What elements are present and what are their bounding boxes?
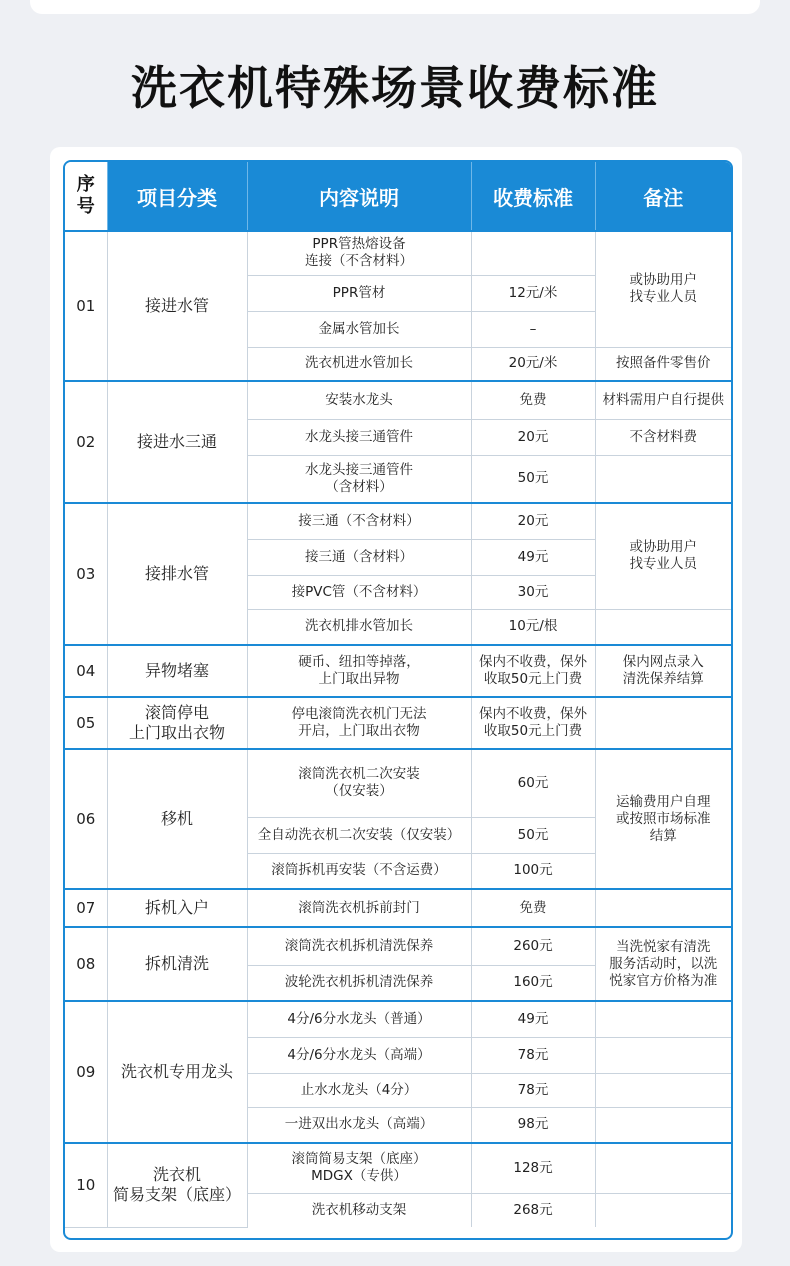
fee-cell: 78元 bbox=[471, 1037, 595, 1073]
content-cell: 4分/6分水龙头（高端） bbox=[247, 1037, 471, 1073]
fee-cell: 保内不收费，保外 收取50元上门费 bbox=[471, 697, 595, 749]
note-cell bbox=[595, 1037, 731, 1073]
fee-cell: 免费 bbox=[471, 889, 595, 927]
fee-cell: 保内不收费，保外 收取50元上门费 bbox=[471, 645, 595, 697]
note-cell bbox=[595, 1143, 731, 1193]
note-cell: 运输费用户自理 或按照市场标准 结算 bbox=[595, 749, 731, 889]
note-cell: 不含材料费 bbox=[595, 419, 731, 455]
content-cell: 4分/6分水龙头（普通） bbox=[247, 1001, 471, 1037]
note-cell: 保内网点录入 清洗保养结算 bbox=[595, 645, 731, 697]
fee-cell: 98元 bbox=[471, 1107, 595, 1143]
content-cell: PPR管热熔设备 连接（不含材料） bbox=[247, 231, 471, 275]
note-cell bbox=[595, 1193, 731, 1227]
content-cell: 水龙头接三通管件 bbox=[247, 419, 471, 455]
header-category: 项目分类 bbox=[107, 162, 247, 231]
table-row bbox=[65, 927, 731, 965]
category-cell: 拆机入户 bbox=[107, 889, 247, 927]
header-note: 备注 bbox=[595, 162, 731, 231]
content-cell: 洗衣机排水管加长 bbox=[247, 609, 471, 645]
content-cell: 停电滚筒洗衣机门无法 开启，上门取出衣物 bbox=[247, 697, 471, 749]
content-cell: 滚筒简易支架（底座） MDGX（专供） bbox=[247, 1143, 471, 1193]
fee-cell: 20元 bbox=[471, 503, 595, 539]
fee-cell bbox=[471, 231, 595, 275]
fee-cell: 268元 bbox=[471, 1193, 595, 1227]
fee-cell: 260元 bbox=[471, 927, 595, 965]
fee-cell: 100元 bbox=[471, 853, 595, 889]
note-cell: 材料需用户自行提供 bbox=[595, 381, 731, 419]
fee-cell: 78元 bbox=[471, 1073, 595, 1107]
fee-cell: 10元/根 bbox=[471, 609, 595, 645]
table-row bbox=[65, 1001, 731, 1037]
category-cell: 滚筒停电 上门取出衣物 bbox=[107, 697, 247, 749]
fee-cell: 49元 bbox=[471, 1001, 595, 1037]
row-number: 02 bbox=[65, 381, 107, 503]
table-row bbox=[65, 749, 731, 817]
table-row bbox=[65, 503, 731, 539]
note-cell bbox=[595, 1073, 731, 1107]
content-cell: 止水水龙头（4分） bbox=[247, 1073, 471, 1107]
page-title: 洗衣机特殊场景收费标准 bbox=[131, 61, 659, 115]
table-header-row bbox=[65, 162, 731, 231]
content-cell: 接PVC管（不含材料） bbox=[247, 575, 471, 609]
fee-cell: 60元 bbox=[471, 749, 595, 817]
content-cell: 洗衣机进水管加长 bbox=[247, 347, 471, 381]
content-cell: 滚筒拆机再安装（不含运费） bbox=[247, 853, 471, 889]
header-seq: 序 号 bbox=[65, 162, 107, 231]
content-cell: 滚筒洗衣机拆机清洗保养 bbox=[247, 927, 471, 965]
category-cell: 接进水管 bbox=[107, 231, 247, 381]
content-cell: 全自动洗衣机二次安装（仅安装） bbox=[247, 817, 471, 853]
fee-cell: – bbox=[471, 311, 595, 347]
fee-cell: 20元 bbox=[471, 419, 595, 455]
note-cell bbox=[595, 1001, 731, 1037]
fee-cell: 49元 bbox=[471, 539, 595, 575]
row-number: 07 bbox=[65, 889, 107, 927]
fee-cell: 160元 bbox=[471, 965, 595, 1001]
header-content: 内容说明 bbox=[247, 162, 471, 231]
fee-cell: 免费 bbox=[471, 381, 595, 419]
fee-table-container bbox=[63, 160, 733, 1240]
content-cell: 硬币、纽扣等掉落， 上门取出异物 bbox=[247, 645, 471, 697]
content-cell: 滚筒洗衣机二次安装 （仅安装） bbox=[247, 749, 471, 817]
table-row bbox=[65, 231, 731, 275]
content-cell: 一进双出水龙头（高端） bbox=[247, 1107, 471, 1143]
category-cell: 异物堵塞 bbox=[107, 645, 247, 697]
note-cell bbox=[595, 609, 731, 645]
note-cell bbox=[595, 1107, 731, 1143]
content-cell: 水龙头接三通管件 （含材料） bbox=[247, 455, 471, 503]
fee-cell: 50元 bbox=[471, 817, 595, 853]
row-number: 10 bbox=[65, 1143, 107, 1227]
content-cell: 波轮洗衣机拆机清洗保养 bbox=[247, 965, 471, 1001]
content-cell: 接三通（不含材料） bbox=[247, 503, 471, 539]
row-number: 09 bbox=[65, 1001, 107, 1143]
table-row bbox=[65, 381, 731, 419]
row-number: 04 bbox=[65, 645, 107, 697]
content-cell: 洗衣机移动支架 bbox=[247, 1193, 471, 1227]
note-cell: 按照备件零售价 bbox=[595, 347, 731, 381]
category-cell: 移机 bbox=[107, 749, 247, 889]
content-cell: 滚筒洗衣机拆前封门 bbox=[247, 889, 471, 927]
table-row bbox=[65, 1143, 731, 1193]
table-row bbox=[65, 697, 731, 749]
row-number: 06 bbox=[65, 749, 107, 889]
fee-table bbox=[65, 162, 731, 1228]
fee-cell: 128元 bbox=[471, 1143, 595, 1193]
fee-cell: 20元/米 bbox=[471, 347, 595, 381]
header-fee: 收费标准 bbox=[471, 162, 595, 231]
table-body bbox=[65, 231, 731, 1227]
row-number: 08 bbox=[65, 927, 107, 1001]
fee-cell: 30元 bbox=[471, 575, 595, 609]
content-cell: 接三通（含材料） bbox=[247, 539, 471, 575]
row-number: 03 bbox=[65, 503, 107, 645]
content-cell: PPR管材 bbox=[247, 275, 471, 311]
note-cell: 当洗悦家有清洗 服务活动时，以洗 悦家官方价格为准 bbox=[595, 927, 731, 1001]
note-cell bbox=[595, 455, 731, 503]
table-row bbox=[65, 645, 731, 697]
row-number: 05 bbox=[65, 697, 107, 749]
table-row bbox=[65, 889, 731, 927]
note-cell bbox=[595, 889, 731, 927]
fee-cell: 50元 bbox=[471, 455, 595, 503]
row-number: 01 bbox=[65, 231, 107, 381]
category-cell: 洗衣机 简易支架（底座） bbox=[107, 1143, 247, 1227]
note-cell: 或协助用户 找专业人员 bbox=[595, 503, 731, 609]
content-cell: 金属水管加长 bbox=[247, 311, 471, 347]
note-cell bbox=[595, 697, 731, 749]
fee-cell: 12元/米 bbox=[471, 275, 595, 311]
category-cell: 接进水三通 bbox=[107, 381, 247, 503]
note-cell: 或协助用户 找专业人员 bbox=[595, 231, 731, 347]
content-cell: 安装水龙头 bbox=[247, 381, 471, 419]
category-cell: 洗衣机专用龙头 bbox=[107, 1001, 247, 1143]
previous-card-edge bbox=[30, 0, 760, 14]
category-cell: 接排水管 bbox=[107, 503, 247, 645]
category-cell: 拆机清洗 bbox=[107, 927, 247, 1001]
